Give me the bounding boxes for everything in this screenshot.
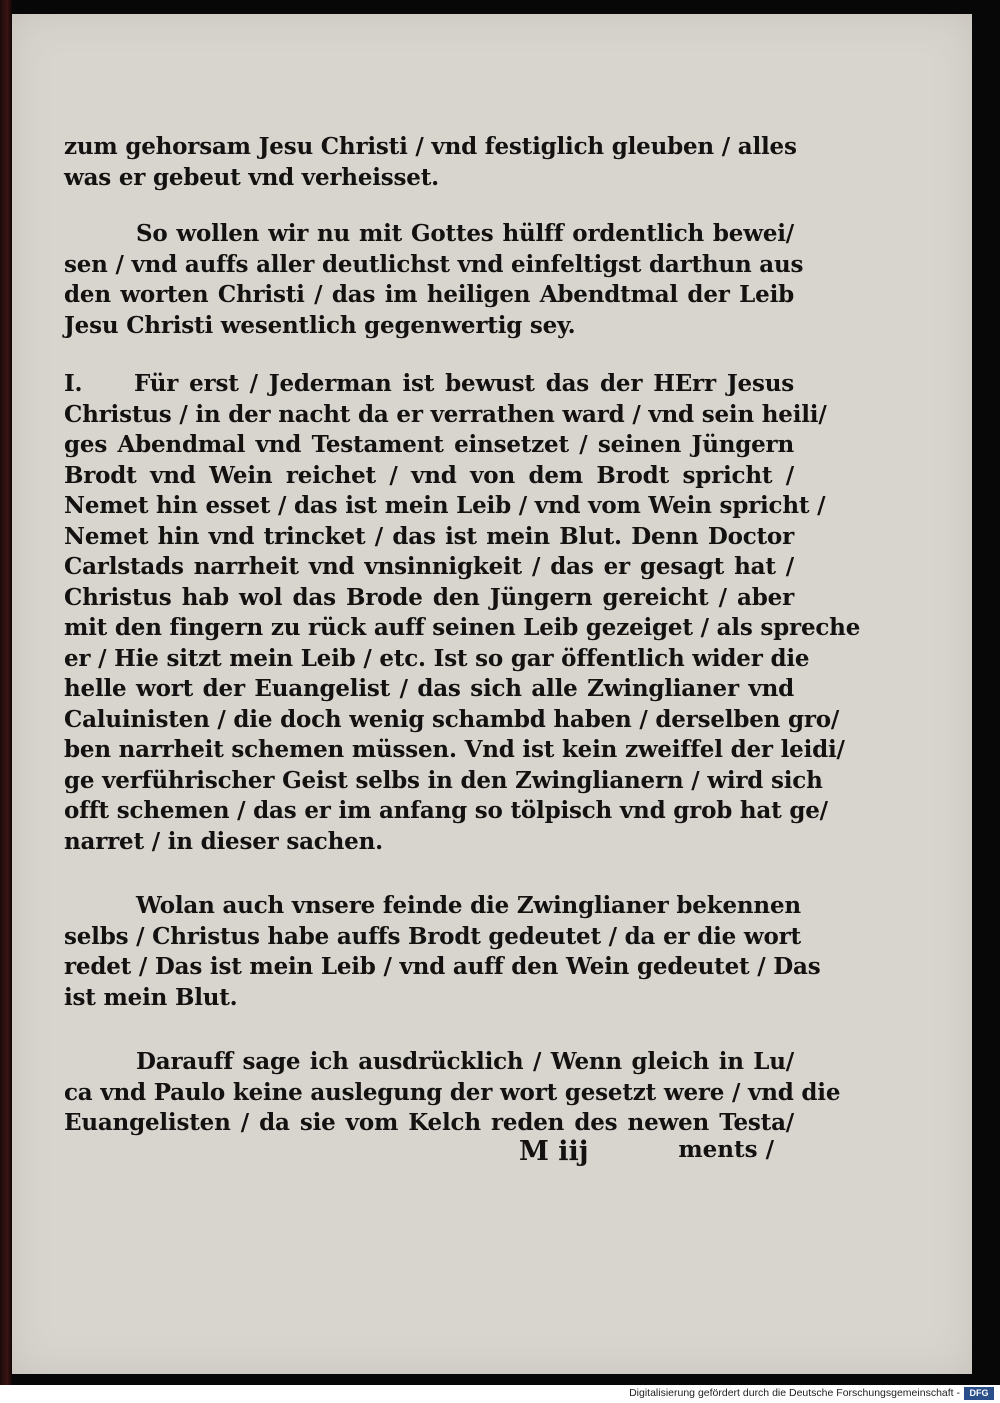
paragraph-2 — [64, 219, 804, 341]
text-line: ge verführischer Geist selbs in den Zwinglianern / wird sich — [64, 766, 823, 794]
text-line: narret / in dieser sachen. — [64, 827, 383, 855]
paragraph-3 — [64, 369, 861, 857]
dfg-logo-icon: DFG — [964, 1387, 994, 1400]
text-line: Brodt vnd Wein reichet / vnd von dem Brodt spricht / — [64, 461, 794, 489]
paragraph-4 — [64, 891, 821, 1013]
text-line: was er gebeut vnd verheisset. — [64, 163, 439, 191]
text-line: er / Hie sitzt mein Leib / etc. Ist so gar öffentlich wider die — [64, 644, 810, 672]
funding-credit: Digitalisierung gefördert durch die Deutsche Forschungsgemeinschaft - — [629, 1387, 960, 1399]
text-line: So wollen wir nu mit Gottes hülff ordentlich bewei/ — [136, 220, 794, 247]
text-line: offt schemen / das er im anfang so tölpisch vnd grob hat ge/ — [64, 797, 828, 824]
page-bottom-line — [64, 1136, 794, 1170]
text-line: Caluinisten / die doch wenig schambd haben / derselben gro/ — [64, 705, 840, 733]
catchword: ments / — [678, 1136, 774, 1163]
text-line: den worten Christi / das im heiligen Abendtmal der Leib — [64, 281, 794, 308]
text-line: redet / Das ist mein Leib / vnd auff den Wein gedeutet / Das — [64, 953, 821, 980]
text-line: Nemet hin vnd trincket / das ist mein Blut. Denn Doctor — [64, 522, 794, 550]
text-line: Carlstads narrheit vnd vnsinnigkeit / das er gesagt hat / — [64, 553, 794, 580]
section-number: I. — [64, 370, 83, 397]
footer-bar — [0, 1385, 1000, 1403]
text-line: I. Für erst / Jederman ist bewust das der HErr Jesus — [64, 369, 794, 400]
text-line: ist mein Blut. — [64, 983, 238, 1011]
paragraph-1 — [64, 132, 797, 193]
signature-mark: M iij — [519, 1136, 589, 1167]
text-line: sen / vnd auffs aller deutlichst vnd einfeltigst darthun aus — [64, 250, 804, 278]
text-line: Nemet hin esset / das ist mein Leib / vnd vom Wein spricht / — [64, 492, 826, 519]
book-page — [12, 14, 972, 1374]
paragraph-5 — [64, 1047, 841, 1139]
text-line: Christus / in der nacht da er verrathen ward / vnd sein heili/ — [64, 400, 827, 428]
text-line: Euangelisten / da sie vom Kelch reden des newen Testa/ — [64, 1109, 794, 1136]
text-line: Darauff sage ich ausdrücklich / Wenn gleich in Lu/ — [136, 1048, 794, 1075]
text-line: Wolan auch vnsere feinde die Zwinglianer bekennen — [136, 892, 801, 919]
text-line: Christus hab wol das Brode den Jüngern gereicht / aber — [64, 583, 794, 611]
text-line: helle wort der Euangelist / das sich alle Zwinglianer vnd — [64, 675, 794, 702]
book-edge — [0, 0, 12, 1385]
body-text — [64, 132, 861, 1139]
text-line: ben narrheit schemen müssen. Vnd ist kein zweiffel der leidi/ — [64, 736, 845, 763]
text-line: ges Abendmal vnd Testament einsetzet / seinen Jüngern — [64, 431, 794, 458]
text-line: ca vnd Paulo keine auslegung der wort gesetzt were / vnd die — [64, 1078, 841, 1106]
text-line: mit den fingern zu rück auff seinen Leib gezeiget / als spreche — [64, 614, 861, 641]
text-line: selbs / Christus habe auffs Brodt gedeutet / da er die wort — [64, 922, 801, 950]
text-line: Jesu Christi wesentlich gegenwertig sey. — [64, 311, 576, 339]
text-line: zum gehorsam Jesu Christi / vnd festiglich gleuben / alles — [64, 133, 797, 160]
